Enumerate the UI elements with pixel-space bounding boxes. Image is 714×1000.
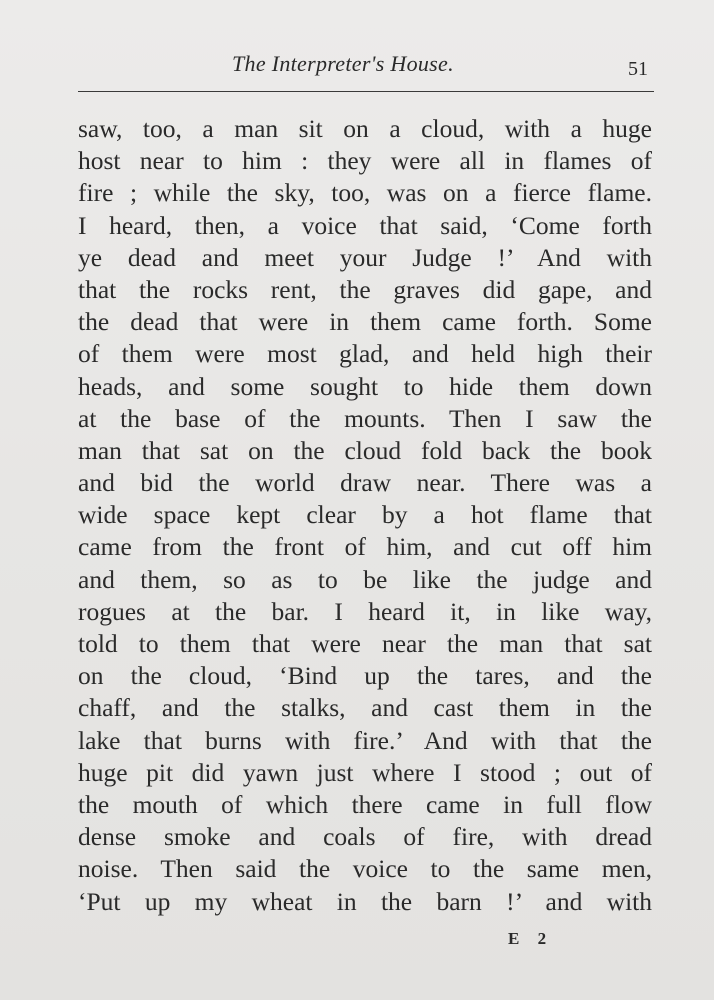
text-line: the dead that were in them came forth. Some [78, 307, 652, 337]
page-number: 51 [628, 58, 648, 80]
text-line: host near to him : they were all in flames of [78, 146, 652, 176]
text-line: came from the front of him, and cut off him [78, 532, 652, 562]
text-line: fire ; while the sky, too, was on a fierce flame. [78, 178, 652, 208]
text-line: ‘Put up my wheat in the barn !’ and with [78, 886, 652, 916]
body-text [78, 113, 652, 918]
text-line: saw, too, a man sit on a cloud, with a huge [78, 114, 652, 143]
text-line: at the base of the mounts. Then I saw the [78, 403, 652, 433]
text-line: the mouth of which there came in full flow [78, 789, 652, 819]
text-line: noise. Then said the voice to the same men, [78, 854, 652, 884]
header-rule [78, 91, 654, 92]
running-title: The Interpreter's House. [232, 51, 454, 76]
text-line: dense smoke and coals of fire, with dread [78, 822, 652, 852]
text-line: man that sat on the cloud fold back the book [78, 435, 652, 465]
text-line: huge pit did yawn just where I stood ; out of [78, 757, 652, 787]
text-line: chaff, and the stalks, and cast them in the [78, 693, 652, 723]
text-line: on the cloud, ‘Bind up the tares, and the [78, 661, 652, 691]
text-line: of them were most glad, and held high their [78, 339, 652, 369]
text-line: lake that burns with fire.’ And with that the [78, 725, 652, 755]
text-line: told to them that were near the man that sat [78, 629, 652, 658]
text-line: that the rocks rent, the graves did gape, and [78, 274, 652, 304]
signature-mark: E 2 [508, 929, 554, 948]
text-line: and them, so as to be like the judge and [78, 564, 652, 594]
text-line: rogues at the bar. I heard it, in like way, [78, 596, 652, 626]
text-line: I heard, then, a voice that said, ‘Come forth [78, 210, 652, 240]
text-line: wide space kept clear by a hot flame that [78, 500, 652, 530]
text-line: heads, and some sought to hide them down [78, 371, 652, 401]
text-line: and bid the world draw near. There was a [78, 468, 652, 498]
text-line: ye dead and meet your Judge !’ And with [78, 242, 652, 272]
